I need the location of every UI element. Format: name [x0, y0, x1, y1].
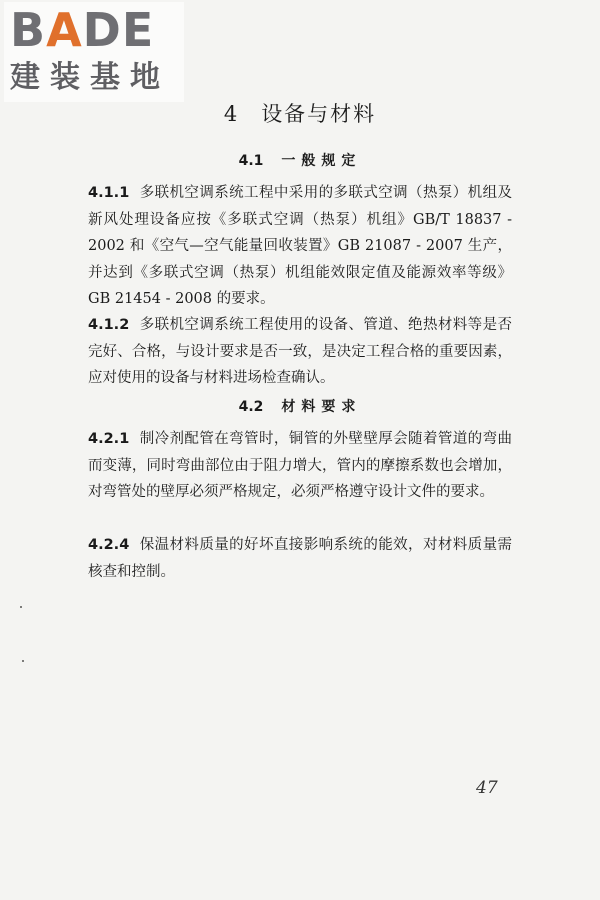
- section-heading-4-2: [0, 396, 600, 416]
- scan-speck: [22, 660, 24, 662]
- clause-4-1-2: [88, 312, 512, 392]
- clause-number: 4.1.1: [88, 185, 130, 201]
- clause-4-2-1: [88, 426, 512, 506]
- clause-number: 4.2.1: [88, 431, 130, 447]
- section-title-text: 一般规定: [281, 153, 362, 169]
- section-number: 4.1: [238, 153, 264, 169]
- logo-wordmark: [10, 4, 154, 56]
- section-number: 4.2: [238, 399, 264, 415]
- chapter-title: [0, 98, 600, 128]
- clause-number: 4.1.2: [88, 317, 130, 333]
- logo-letter-b: B: [10, 3, 47, 57]
- chapter-number: 4: [223, 102, 240, 126]
- section-title-text: 材料要求: [281, 399, 362, 415]
- logo-letters-de: DE: [82, 3, 155, 57]
- clause-number: 4.2.4: [88, 537, 130, 553]
- clause-4-2-4: [88, 532, 512, 585]
- page-number: 47: [476, 778, 498, 798]
- clause-4-1-1: [88, 180, 512, 313]
- logo-letter-a: A: [46, 3, 83, 57]
- logo-chinese-text: 建装基地: [10, 60, 170, 95]
- scan-speck: [20, 606, 22, 608]
- clause-text: 多联机空调系统工程使用的设备、管道、绝热材料等是否完好、合格，与设计要求是否一致，是决定工程合格的重要因素，应对使用的设备与材料进场检查确认。: [88, 317, 512, 386]
- chapter-title-text: 设备与材料: [261, 102, 377, 126]
- clause-text: 保温材料质量的好坏直接影响系统的能效，对材料质量需核查和控制。: [88, 537, 512, 580]
- bade-logo: [4, 2, 184, 102]
- section-heading-4-1: [0, 150, 600, 170]
- clause-text: 多联机空调系统工程中采用的多联式空调（热泵）机组及新风处理设备应按《多联式空调（热泵）机组》GB/T 18837 - 2002 和《空气—空气能量回收装置》GB 21087 - 2007 生产，并达到《多联式空调（热泵）机组能效限定值及能源效率等级》GB 21454 - 2008 的要求。: [88, 185, 512, 307]
- clause-text: 制冷剂配管在弯管时，铜管的外壁壁厚会随着管道的弯曲而变薄，同时弯曲部位由于阻力增大，管内的摩擦系数也会增加，对弯管处的壁厚必须严格规定，必须严格遵守设计文件的要求。: [88, 431, 512, 500]
